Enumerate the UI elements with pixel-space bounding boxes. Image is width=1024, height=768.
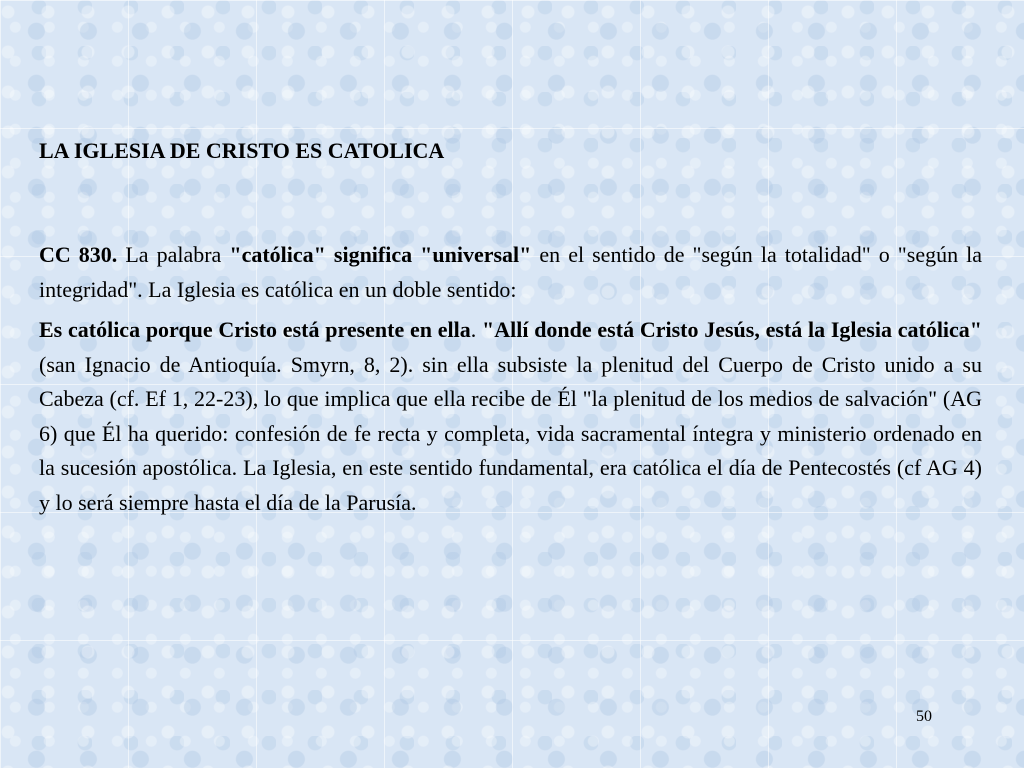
slide-body: [39, 238, 982, 520]
paragraph-text: en el sentido de "según la totalidad" o "según la integridad". La Iglesia es católica en un doble sentido:: [39, 242, 982, 302]
page-number: 50: [916, 708, 932, 725]
quote-text: "Allí donde está Cristo Jesús, está la Iglesia católica": [482, 317, 983, 342]
paragraph-text: La palabra: [117, 242, 230, 267]
emphasis-text: "católica" significa "universal": [229, 242, 532, 267]
catechism-reference: CC 830.: [39, 242, 118, 267]
paragraph-cc830: [39, 238, 982, 307]
emphasis-text: Es católica porque Cristo está presente en ella: [39, 317, 471, 342]
slide-title: LA IGLESIA DE CRISTO ES CATOLICA: [39, 138, 445, 163]
paragraph-text: (san Ignacio de Antioquía. Smyrn, 8, 2). sin ella subsiste la plenitud del Cuerpo de Cristo unido a su Cabeza (cf. Ef 1, 22-23), lo que implica que ella recibe de Él "la plenitud de los medios de salvación" (AG 6) que Él ha querido: confesión de fe recta y completa, vida sacramental íntegra y ministerio ordenado en la sucesión apostólica. La Iglesia, en este sentido fundamental, era católica el día de Pentecostés (cf AG 4) y lo será siempre hasta el día de la Parusía.: [39, 351, 982, 515]
paragraph-catholic-meaning: [39, 313, 982, 520]
paragraph-text: .: [470, 317, 482, 342]
